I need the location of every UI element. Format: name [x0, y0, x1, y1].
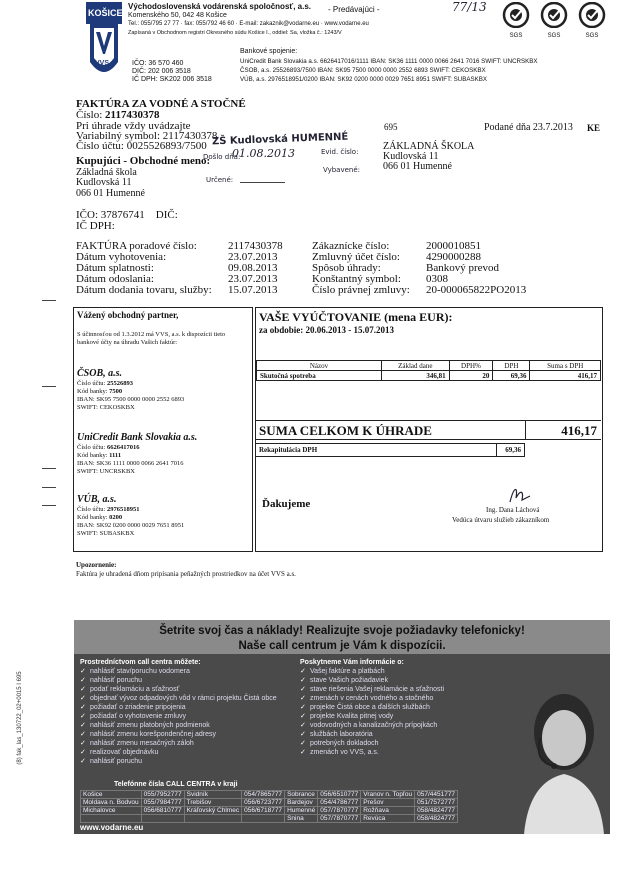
detail-row: Dátum splatnosti: 09.08.2013 [76, 262, 278, 274]
detail-row: Konštantný symbol: 0308 [312, 273, 448, 285]
recipient-street: Kudlovská 11 [383, 151, 439, 162]
partner-title: Vážený obchodný partner, [77, 310, 179, 320]
table-row: Michalovce 056/6810777 Kráľovský Chlmec 056/6718777 Humenné 057/7870777 Rožňava 058/4824777 [81, 807, 458, 815]
buyer-label: Kupujúci - Obchodné meno: [76, 155, 211, 167]
list-item: ✓ stave riešenia Vašej reklamácie a sťažnosti [300, 685, 500, 694]
list-item: ✓ nahlásiť poruchu [80, 676, 290, 685]
thanks-text: Ďakujeme [262, 498, 311, 510]
buyer-ico: IČO: 37876741 DIČ: [76, 209, 178, 221]
buyer-street: Kudlovská 11 [76, 177, 132, 188]
column-header: Názov [257, 361, 382, 371]
fold-mark [42, 468, 56, 469]
buyer-name: Základná škola [76, 167, 137, 178]
cert-badge-2: SGS [538, 2, 570, 39]
side-code: (8) fak_las_130722_02+0015 I 695 [17, 671, 23, 765]
fold-mark [42, 505, 56, 506]
ad-right-panel [300, 658, 500, 757]
ref-number: 695 [384, 122, 398, 132]
certifications [500, 2, 608, 39]
list-item: ✓ zmenách v cenách vodného a stočného [300, 694, 500, 703]
partner-intro: S účinnosťou od 1.3.2012 má VVS, a.s. k dispozícii tieto bankové účty na úhradu Vašich faktúr: [77, 331, 226, 346]
detail-row: Dátum vyhotovenia: 23.07.2013 [76, 251, 278, 263]
list-item: ✓ nahlásiť zmenu platobných podmienok [80, 721, 290, 730]
bank-block-unicredit: UniCredit Bank Slovakia a.s. Číslo účtu: 6626417016 Kód banky: 1111 IBAN: SK36 1111 0000 0066 2641 7016 SWIFT: UNCRSKBX [77, 432, 247, 476]
billing-table [256, 360, 601, 381]
school-stamp: ZŠ Kudlovská HUMENNÉ [211, 131, 349, 148]
billing-period: za obdobie: 20.06.2013 - 15.07.2013 [259, 325, 394, 335]
company-address: Komenského 50, 042 48 Košice [128, 12, 227, 19]
vat-recap-label: Rekapitulácia DPH [259, 446, 318, 454]
signer-name: Ing. Dana Láchová [486, 506, 540, 514]
logo-city: KOŠICE [88, 8, 123, 18]
column-header: DPH% [449, 361, 493, 371]
detail-row: Dátum odoslania: 23.07.2013 [76, 273, 278, 285]
bank-block-vub: VÚB, a.s. Číslo účtu: 2976518951 Kód banky: 0200 IBAN: SK92 0200 0000 0029 7651 8951 SWIFT: SUBASKBX [77, 494, 247, 538]
stamp-evid-label: Evid. číslo: [321, 148, 359, 156]
invoice-number: Číslo: 2117430378 [76, 109, 160, 121]
total-row [256, 420, 601, 440]
company-registry: Zapísaná v Obchodnom registri Okresného súdu Košice I., oddiel: Sa, vložka č.: 1243/V [128, 30, 342, 36]
ad-left-title: Prostredníctvom call centra môžete: [80, 659, 201, 666]
bank-title: Bankové spojenie: [240, 48, 298, 55]
region-code: KE [587, 123, 601, 133]
list-item: ✓ Vašej faktúre a platbách [300, 667, 500, 676]
partner-box [73, 307, 253, 552]
ad-left-list [80, 667, 290, 766]
bank-line-1: UniCredit Bank Slovakia a.s. 6626417016/1111 IBAN: SK36 1111 0000 0066 2641 7016 SWIFT: UNCRSKBX [240, 58, 538, 65]
list-item: ✓ požiadať o vyhotovenie zmluvy [80, 712, 290, 721]
list-item: ✓ projekte Čistá obce a ďalších službách [300, 703, 500, 712]
list-item: ✓ realizovať objednávku [80, 748, 290, 757]
list-item: ✓ objednať vývoz odpadových vôd v rámci projektu Čistá obce [80, 694, 290, 703]
fold-mark [42, 487, 56, 488]
cert-badge-3: SGS [576, 2, 608, 39]
detail-row: Zmluvný účet číslo: 4290000288 [312, 251, 481, 263]
list-item: ✓ stave Vašich požiadaviek [300, 676, 500, 685]
variable-symbol: Variabilný symbol: 2117430378 [76, 130, 218, 142]
list-item: ✓ potrebných dokladoch [300, 739, 500, 748]
table-row: Snina 057/7870777 Revúca 058/4824777 [81, 815, 458, 823]
stamp-received-label: Došlo dňa: [203, 153, 241, 161]
logo-letters: VVS [95, 60, 110, 67]
total-value: 416,17 [561, 423, 597, 438]
column-header: DPH [493, 361, 530, 371]
stamp-urcene-line [240, 182, 285, 183]
call-center-table [80, 790, 458, 823]
list-item: ✓ požiadať o zriadenie pripojenia [80, 703, 290, 712]
bank-name: ČSOB, a.s. [77, 368, 123, 379]
list-item: ✓ nahlásiť zmenu mesačných záloh [80, 739, 290, 748]
company-name: Východoslovenská vodárenská spoločnosť, a.s. [128, 2, 312, 11]
table-header-row [257, 361, 601, 371]
buyer-icdph: IČ DPH: [76, 220, 115, 232]
list-item: ✓ službách laboratória [300, 730, 500, 739]
ad-left-panel [80, 658, 290, 766]
submitted-date: Podané dňa 23.7.2013 [484, 122, 573, 133]
bank-line-2: ČSOB, a.s. 25526893/7500 IBAN: SK95 7500 0000 0000 2552 6893 SWIFT: CEKOSKBX [240, 67, 486, 74]
list-item: ✓ podať reklamáciu a sťažnosť [80, 685, 290, 694]
list-item: ✓ nahlásiť stav/poruchu vodomera [80, 667, 290, 676]
payment-note: Pri úhrade vždy uvádzajte [76, 120, 191, 132]
cc-table-title: Telefónne čísla CALL CENTRA v kraji [114, 781, 238, 788]
bank-block-csob: ČSOB, a.s. Číslo účtu: 25526893 Kód banky: 7500 IBAN: SK95 7500 0000 0000 2552 6893 SWIFT: CEKOSKBX [77, 368, 247, 412]
list-item: ✓ vodovodných a kanalizačných prípojkách [300, 721, 500, 730]
ad-website: www.vodarne.eu [80, 823, 144, 832]
details-right [312, 240, 572, 295]
bank-name: UniCredit Bank Slovakia a.s. [77, 432, 198, 443]
bank-name: VÚB, a.s. [77, 494, 117, 505]
stamp-vybavene-label: Vybavené: [323, 166, 361, 174]
company-logo [86, 2, 122, 88]
seller-ico: IČO: 36 570 460 [132, 60, 184, 67]
seller-label: - Predávajúci - [328, 5, 380, 14]
detail-row: FAKTÚRA poradové číslo: 2117430378 [76, 240, 283, 252]
seller-icdph: IČ DPH: SK202 006 3518 [132, 76, 212, 83]
cert-badge-1: SGS [500, 2, 532, 39]
ad-right-list [300, 667, 500, 757]
buyer-city: 066 01 Humenné [76, 188, 145, 199]
billing-box [255, 307, 603, 552]
detail-row: Spôsob úhrady: Bankový prevod [312, 262, 500, 274]
account-number: Číslo účtu: 0025526893/7500 [76, 140, 207, 152]
ad-right-title: Poskytneme Vám informácie o: [300, 659, 404, 666]
column-header: Základ dane [382, 361, 450, 371]
note-title: Upozornenie: [76, 561, 117, 569]
column-header: Suma s DPH [530, 361, 601, 371]
bank-line-3: VÚB, a.s. 2976518951/0200 IBAN: SK92 0200 0000 0029 7651 8951 SWIFT: SUBASKBX [240, 76, 487, 83]
fold-mark [42, 300, 56, 301]
ad-headline-1: Šetrite svoj čas a náklady! Realizujte svoje požiadavky telefonicky! [159, 625, 525, 637]
call-center-ad [74, 620, 610, 834]
signer-title: Vedúca útvaru služieb zákazníkom [452, 516, 550, 524]
total-label: SUMA CELKOM K ÚHRADE [259, 423, 432, 438]
vat-recap-value: 69,36 [505, 446, 521, 454]
billing-title: VAŠE VYÚČTOVANIE (mena EUR): [259, 310, 453, 324]
operator-photo [504, 682, 610, 834]
recipient-name: ZÁKLADNÁ ŠKOLA [383, 141, 475, 152]
list-item: ✓ nahlásiť poruchu [80, 757, 290, 766]
note-text: Faktúra je uhradená dňom pripísania peňažných prostriedkov na účet VVS a.s. [76, 570, 296, 578]
ad-headline-2: Naše call centrum je Vám k dispozícii. [238, 640, 446, 652]
invoice-title: FAKTÚRA ZA VODNÉ A STOČNÉ [76, 98, 246, 110]
handwritten-number: 77/13 [452, 0, 487, 14]
vat-recap [256, 443, 525, 457]
list-item: ✓ nahlásiť zmenu korešpondenčnej adresy [80, 730, 290, 739]
seller-dic: DIČ: 202 006 3518 [132, 68, 191, 75]
detail-row: Číslo právnej zmluvy: 20-000065822PO2013 [312, 284, 527, 296]
table-row: Skutočná spotreba 346,81 20 69,36 416,17 [257, 371, 601, 381]
detail-row: Zákaznícke číslo: 2000010851 [312, 240, 481, 252]
fold-mark [42, 386, 56, 387]
company-contact: Tel.: 055/795 27 77 · fax: 055/792 46 60 · E-mail: zakaznik@vodarne.eu · www.vodarne.eu [128, 21, 369, 27]
recipient-city: 066 01 Humenné [383, 161, 452, 172]
stamp-received-date: 01.08.2013 [232, 147, 295, 160]
table-row: Moldava n. Bodvou 055/7984777 Trebišov 056/6723777 Bardejov 054/4786777 Prešov 051/7572777 [81, 799, 458, 807]
list-item: ✓ projekte Kvalita pitnej vody [300, 712, 500, 721]
table-row: Košice 055/7952777 Svidník 054/7865777 Sobrance 056/6510777 Vranov n. Topľou 057/4451777 [81, 791, 458, 799]
list-item: ✓ zmenách vo VVS, a.s. [300, 748, 500, 757]
stamp-urcene-label: Určené: [206, 176, 234, 184]
detail-row: Dátum dodania tovaru, služby: 15.07.2013 [76, 284, 278, 296]
